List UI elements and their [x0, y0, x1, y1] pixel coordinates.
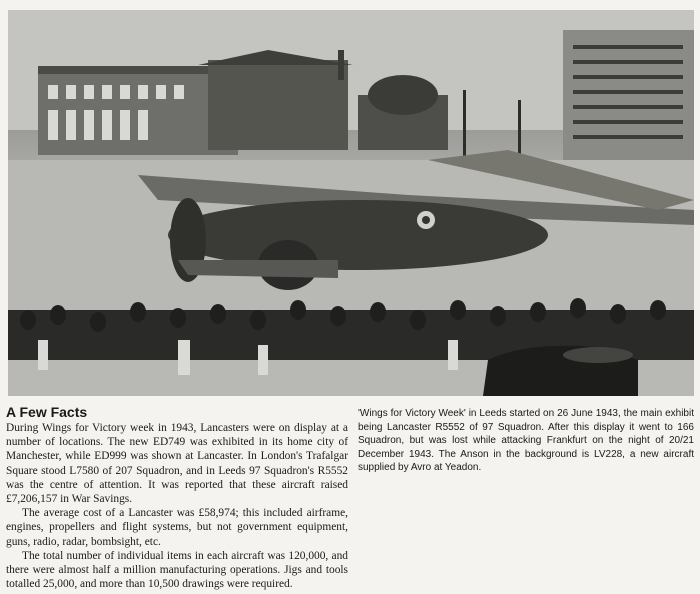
- photo-scene: [8, 10, 694, 396]
- facts-section: [6, 404, 348, 591]
- archival-photo: [8, 10, 694, 396]
- photo-caption: 'Wings for Victory Week' in Leeds started on 26 June 1943, the main exhibit being Lancaster R5552 of 97 Squadron. After this display it went to 166 Squadron, but was lost while attacking Frankfurt on the night of 20/21 December 1943. The Anson in the background is LV228, a new aircraft supplied by Avro at Yeadon.: [358, 408, 694, 474]
- facts-heading: A Few Facts: [6, 404, 88, 420]
- facts-paragraph-2: The average cost of a Lancaster was £58,974; this included airframe, engines, propellers and flight systems, but not government equipment, guns, radio, radar, bombsight, etc.: [6, 507, 348, 548]
- facts-paragraph-1: During Wings for Victory week in 1943, Lancasters were on display at a number of locations. The new ED749 was exhibited in its home city of Manchester, while ED999 was shown at Lancaster. In London's Trafalgar Square stood L7580 of 207 Squadron, and in Leeds 97 Squadron's R5552 was the centre of attention. It was reported that these aircraft raised £7,206,157 in War Savings.: [6, 422, 348, 506]
- facts-paragraph-3: The total number of individual items in each aircraft was 120,000, and there were almost half a million manufacturing operations. Jigs and tools totalled 25,000, and more than 10,500 drawings were required.: [6, 549, 348, 591]
